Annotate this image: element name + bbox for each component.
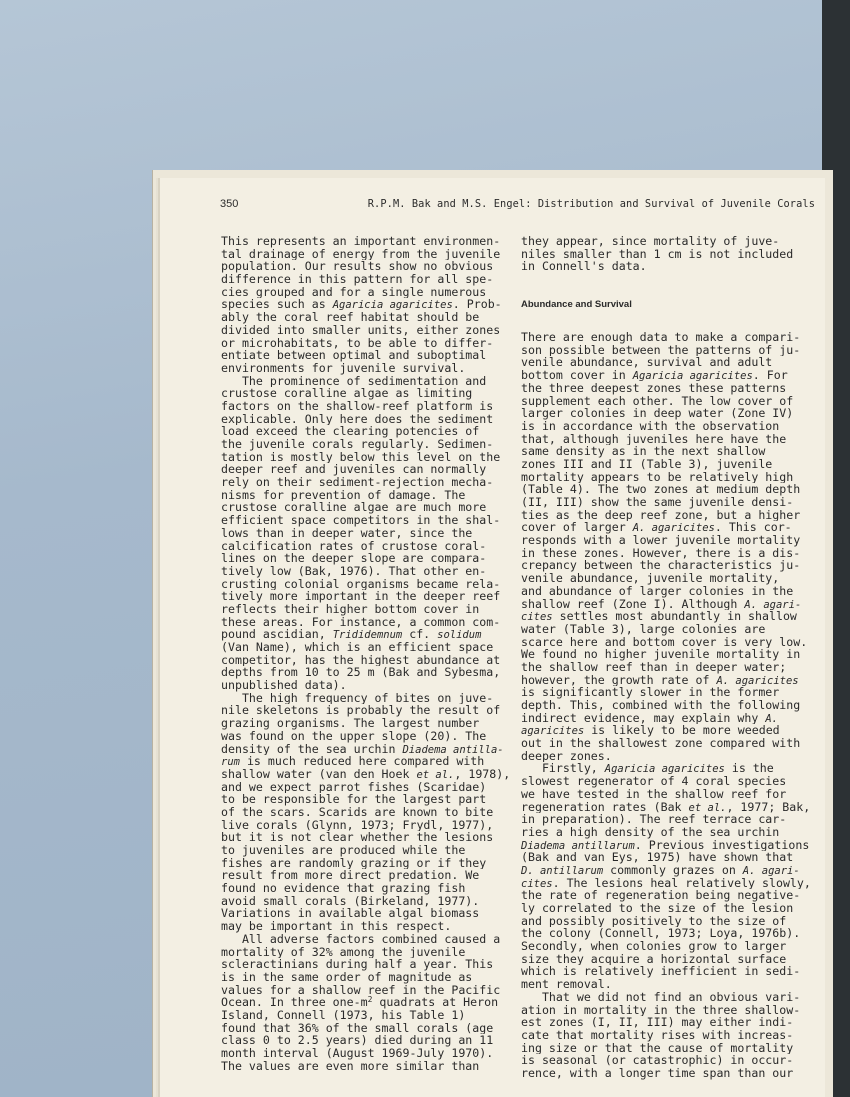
text-line: nile skeletons is probably the result of [221, 704, 501, 718]
text-line: values for a shallow reef in the Pacific [221, 983, 501, 997]
text-line: bottom cover in Agaricia agaricites. For [521, 369, 788, 382]
text-line: which is relatively inefficient in sedi- [521, 965, 801, 979]
text-line: class 0 to 2.5 years) died during an 11 [221, 1034, 494, 1047]
text-line: the rate of regeneration being negative- [521, 889, 801, 902]
text-line: same density as in the next shallow [521, 445, 766, 458]
text-line: All adverse factors combined caused a [221, 932, 501, 946]
text-line: D. antillarum commonly grazes on A. agari- [521, 863, 800, 877]
text-line: we have tested in the shallow reef for [521, 787, 787, 801]
right-column-intro [521, 235, 816, 273]
text-line: The prominence of sedimentation and [221, 374, 487, 388]
text-line: This represents an important environmen- [221, 235, 501, 248]
text-line: deeper zones. [521, 749, 612, 763]
text-line: ries a high density of the sea urchin [521, 825, 780, 839]
running-head: R.P.M. Bak and M.S. Engel: Distribution and Survival of Juvenile Corals [367, 198, 815, 210]
text-line: scarce here and bottom cover is very low. [521, 635, 808, 649]
text-line: in these zones. However, there is a dis- [521, 546, 801, 560]
text-line: cover of larger A. agaricites. This cor- [521, 521, 792, 535]
text-line: ation in mortality in the three shallow- [521, 1003, 801, 1017]
journal-page [160, 178, 825, 1097]
text-line: tal drainage of energy from the juvenile [221, 247, 501, 261]
text-line: ties as the deep reef zone, but a higher [521, 508, 801, 522]
text-line: tation is mostly below this level on the [221, 450, 501, 464]
text-line: unpublished data). [221, 679, 347, 692]
text-line: pound ascidian, Trididemnum cf. solidum [221, 628, 482, 641]
text-line: or microhabitats, to be able to differ- [221, 336, 494, 350]
text-line: regeneration rates (Bak et al., 1977; Bak, [521, 800, 811, 814]
text-line: nisms for prevention of damage. The [221, 488, 466, 502]
text-line: of the scars. Scarids are known to bite [221, 805, 494, 819]
text-line: however, the growth rate of A. agaricites [521, 673, 799, 687]
text-line: Diadema antillarum. Previous investigations [521, 838, 810, 852]
text-line: is seasonal (or catastrophic) in occur- [521, 1054, 794, 1067]
text-line: rence, with a longer time span than our [521, 1066, 794, 1080]
text-line: month interval (August 1969-July 1970). [221, 1047, 494, 1060]
text-line: and possibly positively to the size of [521, 914, 787, 928]
text-line: cites settles most abundantly in shallow [521, 610, 797, 623]
text-line: ly correlated to the size of the lesion [521, 902, 794, 915]
text-line: (Bak and van Eys, 1975) have shown that [521, 851, 794, 864]
text-line: crepancy between the characteristics ju- [521, 559, 801, 573]
text-line: agaricites is likely to be more weeded [521, 724, 780, 738]
text-line: supplement each other. The low cover of [521, 394, 794, 408]
text-line: and we expect parrot fishes (Scaridae) [221, 780, 487, 794]
text-line: may be important in this respect. [221, 920, 452, 933]
text-line: venile abundance, juvenile mortality, [521, 572, 780, 585]
text-line: in preparation). The reef terrace car- [521, 813, 787, 826]
text-line: crustose coralline algae are much more [221, 501, 487, 515]
text-line: result from more direct predation. We [221, 869, 480, 883]
text-line: cies grouped and for a single numerous [221, 285, 487, 299]
text-line: was found on the upper slope (20). The [221, 729, 487, 743]
text-line: rely on their sediment-rejection mecha- [221, 476, 494, 489]
text-line: is in accordance with the observation [521, 419, 780, 433]
text-line: factors on the shallow-reef platform is [221, 399, 494, 413]
text-line: species such as Agaricia agaricites. Prob- [221, 298, 502, 312]
text-line: is in the same order of magnitude as [221, 970, 473, 984]
text-line: lows than in deeper water, since the [221, 526, 473, 540]
text-line: they appear, since mortality of juve- [521, 235, 780, 248]
text-line: and abundance of larger colonies in the [521, 584, 794, 598]
text-line: tively more important in the deeper reef [221, 590, 501, 603]
text-line: shallow reef (Zone I). Although A. agari- [521, 597, 802, 611]
text-line: explicable. Only here does the sediment [221, 412, 494, 426]
text-line: son possible between the patterns of ju- [521, 343, 801, 357]
text-line: mortality of 32% among the juvenile [221, 945, 466, 959]
text-line: fishes are randomly grazing or if they [221, 856, 487, 870]
text-line: depths from 10 to 25 m (Bak and Sybesma, [221, 666, 501, 680]
text-line: found that 36% of the small corals (age [221, 1021, 494, 1035]
text-line: The values are even more similar than [221, 1059, 480, 1073]
right-column-body [521, 331, 816, 1080]
text-line: competitor, has the highest abundance at [221, 653, 501, 667]
text-line: crustose coralline algae as limiting [221, 387, 473, 400]
text-line: the shallow reef than in deeper water; [521, 660, 787, 674]
text-line: deeper reef and juveniles can normally [221, 463, 487, 477]
text-line: Firstly, Agaricia agaricites is the [521, 762, 774, 776]
text-line: niles smaller than 1 cm is not included [521, 247, 794, 261]
text-line: mortality appears to be relatively high [521, 470, 794, 484]
text-line: cate that mortality rises with increas- [521, 1028, 794, 1042]
left-column [221, 235, 516, 1072]
text-line: Secondly, when colonies grow to larger [521, 940, 787, 953]
text-line: venile abundance, survival and adult [521, 356, 773, 370]
text-line: Ocean. In three one-$m^2$ quadrats at Heron [221, 996, 499, 1009]
text-line: lines on the deeper slope are compara- [221, 552, 487, 565]
text-line: zones III and II (Table 3), juvenile [521, 457, 773, 471]
text-line: divided into smaller units, either zones [221, 323, 501, 337]
text-line: (Van Name), which is an efficient space [221, 641, 494, 654]
text-line: reflects their higher bottom cover in [221, 602, 480, 616]
text-line: shallow water (van den Hoek et al., 1978), [221, 767, 511, 781]
text-line: to be responsible for the largest part [221, 793, 487, 806]
text-line: cites. The lesions heal relatively slowly, [521, 876, 811, 890]
text-line: to juveniles are produced while the [221, 844, 466, 857]
text-line: in Connell's data. [521, 260, 647, 274]
text-line: entiate between optimal and suboptimal [221, 349, 487, 362]
text-line: Island, Connell (1973, his Table 1) [221, 1008, 466, 1022]
text-line: efficient space competitors in the shal- [221, 514, 501, 527]
text-line: load exceed the clearing potencies of [221, 425, 480, 438]
text-line: ably the coral reef habitat should be [221, 311, 480, 324]
text-line: the juvenile corals regularly. Sedimen- [221, 438, 494, 451]
text-line: responds with a lower juvenile mortality [521, 534, 801, 547]
text-line: but it is not clear whether the lesions [221, 831, 494, 844]
text-line: difference in this pattern for all spe- [221, 273, 494, 286]
text-line: found no evidence that grazing fish [221, 882, 466, 895]
text-line: that, although juveniles here have the [521, 432, 787, 446]
text-line: We found no higher juvenile mortality in [521, 648, 801, 661]
text-line: rum is much reduced here compared with [221, 755, 485, 768]
text-line: these areas. For instance, a common com- [221, 615, 501, 629]
text-line: depth. This, combined with the following [521, 699, 801, 712]
text-line: density of the sea urchin Diadema antilla- [221, 742, 504, 756]
text-line: larger colonies in deep water (Zone IV) [521, 407, 794, 420]
text-line: That we did not find an obvious vari- [521, 990, 801, 1004]
text-line: grazing organisms. The largest number [221, 717, 480, 730]
text-line: avoid small corals (Birkeland, 1977). [221, 894, 480, 908]
section-heading: Abundance and Survival [521, 299, 632, 311]
text-line: live corals (Glynn, 1973; Frydl, 1977), [221, 818, 494, 832]
text-line: indirect evidence, may explain why A. [521, 711, 778, 725]
text-line: out in the shallowest zone compared with [521, 737, 801, 750]
text-line: Variations in available algal biomass [221, 907, 480, 921]
text-line: (II, III) show the same juvenile densi- [521, 496, 794, 509]
text-line: The high frequency of bites on juve- [221, 691, 494, 705]
text-line: est zones (I, II, III) may either indi- [521, 1016, 794, 1029]
text-line: There are enough data to make a compari- [521, 331, 801, 344]
text-line: slowest regenerator of 4 coral species [521, 775, 787, 788]
page-number: 350 [220, 198, 239, 210]
text-line: water (Table 3), large colonies are [521, 622, 766, 636]
text-line: scleractinians during half a year. This [221, 958, 494, 971]
text-line: tively low (Bak, 1976). That other en- [221, 564, 487, 578]
page-header [220, 198, 815, 216]
text-line: crusting colonial organisms became rela- [221, 577, 501, 591]
text-line: the colony (Connell, 1973; Loya, 1976b). [521, 927, 801, 941]
right-column [521, 235, 816, 1080]
text-line: size they acquire a horizontal surface [521, 952, 787, 966]
text-line: calcification rates of crustose coral- [221, 539, 487, 553]
text-line: ing size or that the cause of mortality [521, 1041, 794, 1055]
text-line: environments for juvenile survival. [221, 361, 466, 375]
text-line: (Table 4). The two zones at medium depth [521, 483, 801, 496]
text-line: is significantly slower in the former [521, 686, 780, 699]
text-line: the three deepest zones these patterns [521, 381, 787, 395]
text-line: population. Our results show no obvious [221, 260, 494, 274]
text-line: ment removal. [521, 978, 612, 991]
